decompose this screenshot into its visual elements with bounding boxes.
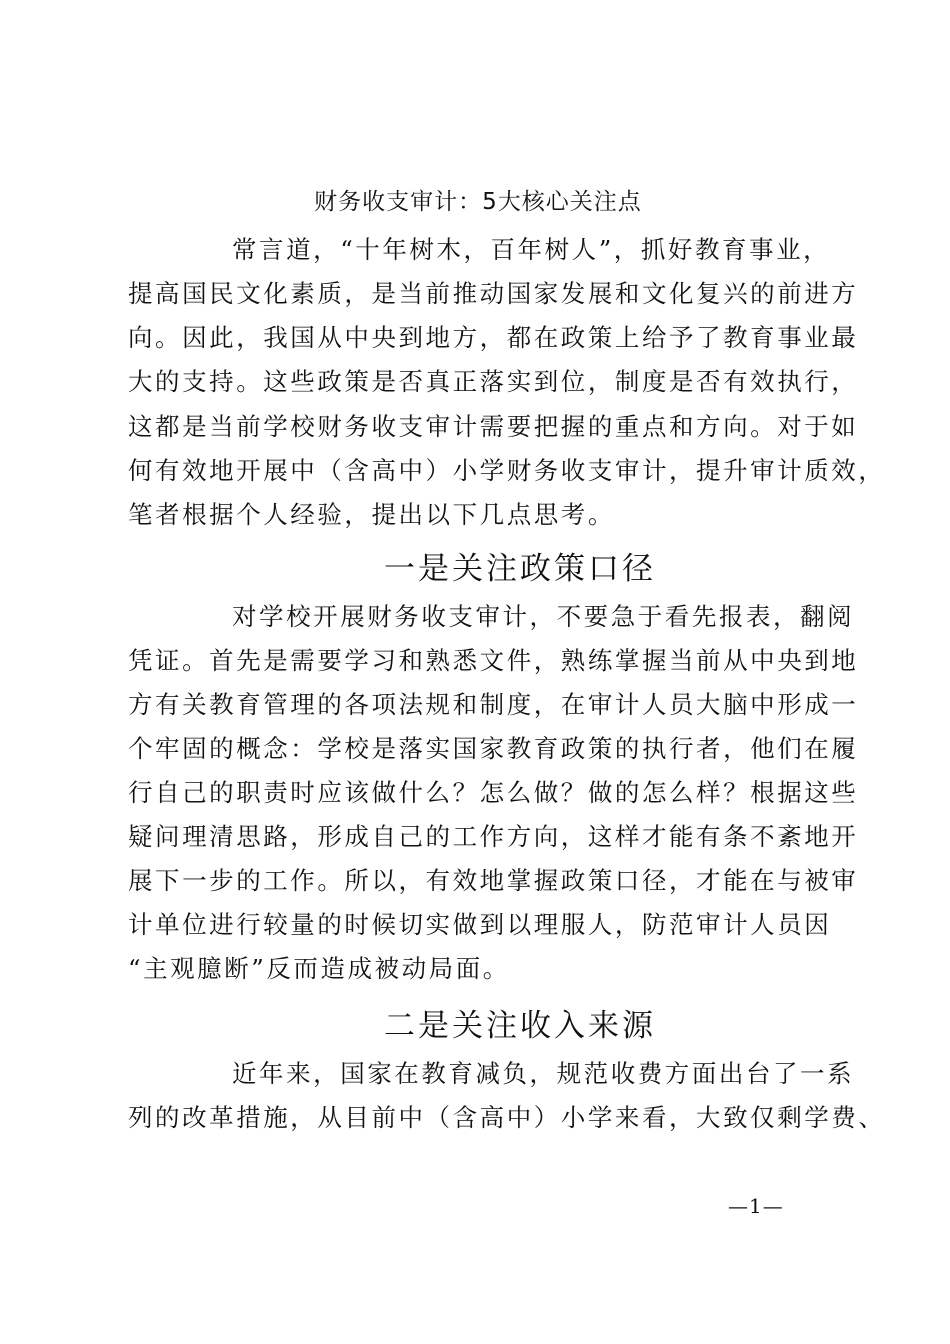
section-1-line-9: “主观臆断”反而造成被动局面。 [128, 954, 510, 983]
section-1-line-8: 计单位进行较量的时候切实做到以理服人，防范审计人员因 [128, 910, 832, 939]
section-2-heading: 二是关注收入来源 [384, 1008, 656, 1044]
section-1-line-5: 行自己的职责时应该做什么？怎么做？做的怎么样？根据这些 [128, 778, 859, 807]
section-2-line-2: 列的改革措施，从目前中（含高中）小学来看，大致仅剩学费、 [128, 1103, 886, 1132]
intro-line-5: 这都是当前学校财务收支审计需要把握的重点和方向。对于如 [128, 412, 859, 441]
document-title: 财务收支审计：5大核心关注点 [314, 189, 642, 215]
intro-line-2: 提高国民文化素质，是当前推动国家发展和文化复兴的前进方 [128, 279, 859, 308]
section-1-line-4: 个牢固的概念：学校是落实国家教育政策的执行者，他们在履 [128, 734, 859, 763]
page-number: —1— [728, 1194, 784, 1218]
section-1-heading: 一是关注政策口径 [384, 551, 656, 587]
intro-line-6: 何有效地开展中（含高中）小学财务收支审计，提升审计质效， [128, 456, 886, 485]
section-1-line-3: 方有关教育管理的各项法规和制度，在审计人员大脑中形成一 [128, 690, 859, 719]
intro-line-3: 向。因此，我国从中央到地方，都在政策上给予了教育事业最 [128, 323, 859, 352]
intro-line-4: 大的支持。这些政策是否真正落实到位，制度是否有效执行， [128, 367, 859, 396]
section-1-line-1: 对学校开展财务收支审计，不要急于看先报表，翻阅 [232, 602, 855, 631]
section-1-line-2: 凭证。首先是需要学习和熟悉文件，熟练掌握当前从中央到地 [128, 646, 859, 675]
section-1-line-6: 疑问理清思路，形成自己的工作方向，这样才能有条不紊地开 [128, 822, 859, 851]
intro-line-7: 笔者根据个人经验，提出以下几点思考。 [128, 500, 615, 529]
section-2-line-1: 近年来，国家在教育减负，规范收费方面出台了一系 [232, 1059, 855, 1088]
intro-line-1: 常言道，“十年树木，百年树人”，抓好教育事业， [232, 235, 831, 264]
section-1-line-7: 展下一步的工作。所以，有效地掌握政策口径，才能在与被审 [128, 866, 859, 895]
